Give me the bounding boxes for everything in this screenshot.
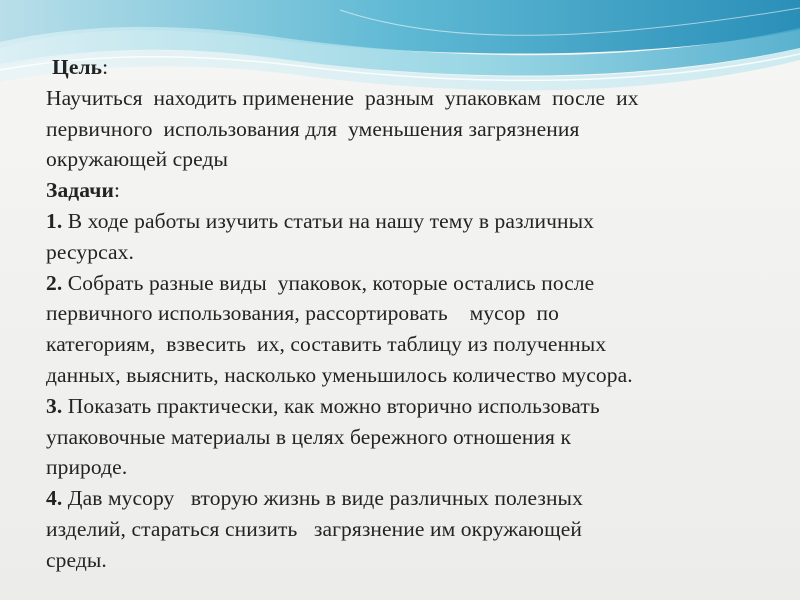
task-3-line: упаковочные материалы в целях бережного отношения к — [46, 424, 572, 449]
task-3-text: Показать практически, как можно вторично использовать — [62, 393, 600, 418]
task-2-number: 2. — [46, 270, 63, 295]
task-3-line: природе. — [46, 455, 128, 480]
task-1-line — [46, 206, 776, 237]
goal-text-line: первичного использования для уменьшения загрязнения — [46, 116, 580, 141]
goal-text-line: окружающей среды — [46, 147, 229, 172]
task-2-line: категориям, взвесить их, составить таблицу из полученных — [46, 332, 607, 357]
task-4-text: Дав мусору вторую жизнь в виде различных полезных — [62, 486, 583, 511]
task-2-line: данных, выяснить, насколько уменьшилось количество мусора. — [46, 362, 633, 387]
slide-text — [46, 52, 776, 576]
goal-text-line: Научиться находить применение разным упаковкам после их — [46, 85, 639, 110]
task-2-text: Собрать разные виды упаковок, которые остались после — [62, 270, 595, 295]
goal-heading-line — [46, 52, 776, 83]
task-1-text: В ходе работы изучить статьи на нашу тему в различных — [62, 208, 594, 233]
tasks-heading-line — [46, 175, 776, 206]
goal-heading-colon: : — [102, 55, 109, 79]
task-1-number: 1. — [46, 208, 63, 233]
task-4-line: среды. — [46, 547, 107, 572]
tasks-heading: Задачи — [46, 178, 114, 203]
task-3-number: 3. — [46, 393, 63, 418]
task-1-line: ресурсах. — [46, 239, 134, 264]
task-3-line — [46, 391, 776, 422]
task-4-number: 4. — [46, 486, 63, 511]
task-2-line — [46, 268, 776, 299]
goal-heading: Цель — [52, 55, 103, 79]
tasks-heading-colon: : — [113, 178, 121, 203]
task-2-line: первичного использования, рассортировать мусор по — [46, 301, 559, 326]
task-4-line: изделий, стараться снизить загрязнение им окружающей — [46, 516, 582, 541]
task-4-line — [46, 483, 776, 514]
